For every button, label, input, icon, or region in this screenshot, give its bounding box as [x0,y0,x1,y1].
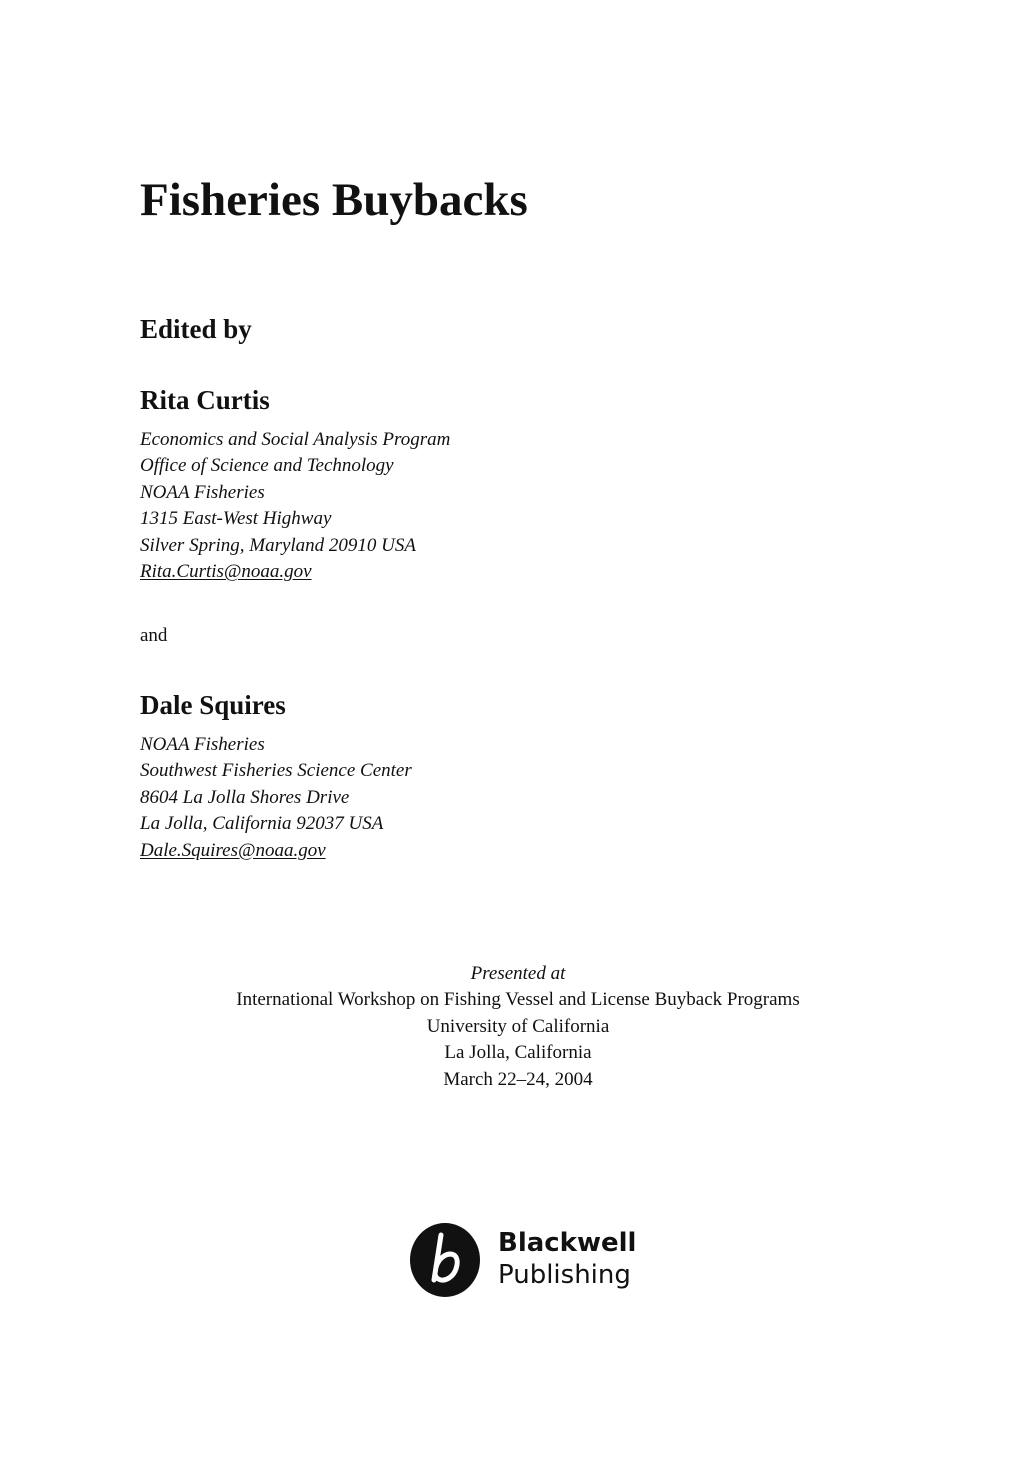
affiliation-line: 1315 East-West Highway [140,508,332,530]
blackwell-b-logo-icon [408,1222,484,1298]
affiliation-line: La Jolla, California 92037 USA [140,813,384,835]
publisher-name-line2: Publishing [498,1260,631,1290]
edited-by-label: Edited by [140,314,252,344]
affiliation-line: 8604 La Jolla Shores Drive [140,786,350,808]
email-link-dale-squires[interactable]: Dale.Squires@noaa.gov [140,839,326,861]
conference-location: La Jolla, California [444,1042,592,1064]
editor-affiliation-dale-squires [140,732,412,864]
publisher-logo [408,1222,638,1302]
editor-name-dale-squires: Dale Squires [140,690,286,720]
publisher-name-line1: Blackwell [498,1228,637,1258]
editor-affiliation-rita-curtis [140,427,450,585]
affiliation-line: Southwest Fisheries Science Center [140,760,412,782]
book-title: Fisheries Buybacks [140,174,528,226]
conference-dates: March 22–24, 2004 [443,1068,593,1090]
affiliation-line: NOAA Fisheries [140,734,265,755]
conference-details [0,961,1024,1093]
editor-name-rita-curtis: Rita Curtis [140,385,270,415]
affiliation-line: NOAA Fisheries [140,481,265,503]
presented-at-label: Presented at [470,963,566,984]
affiliation-line: Silver Spring, Maryland 20910 USA [140,534,417,556]
affiliation-line: Office of Science and Technology [140,455,394,477]
conference-event: International Workshop on Fishing Vessel and License Buyback Programs [236,989,800,1011]
and-separator: and [140,625,168,646]
email-link-rita-curtis[interactable]: Rita.Curtis@noaa.gov [140,561,312,583]
conference-venue: University of California [426,1015,610,1037]
affiliation-line: Economics and Social Analysis Program [140,429,451,450]
